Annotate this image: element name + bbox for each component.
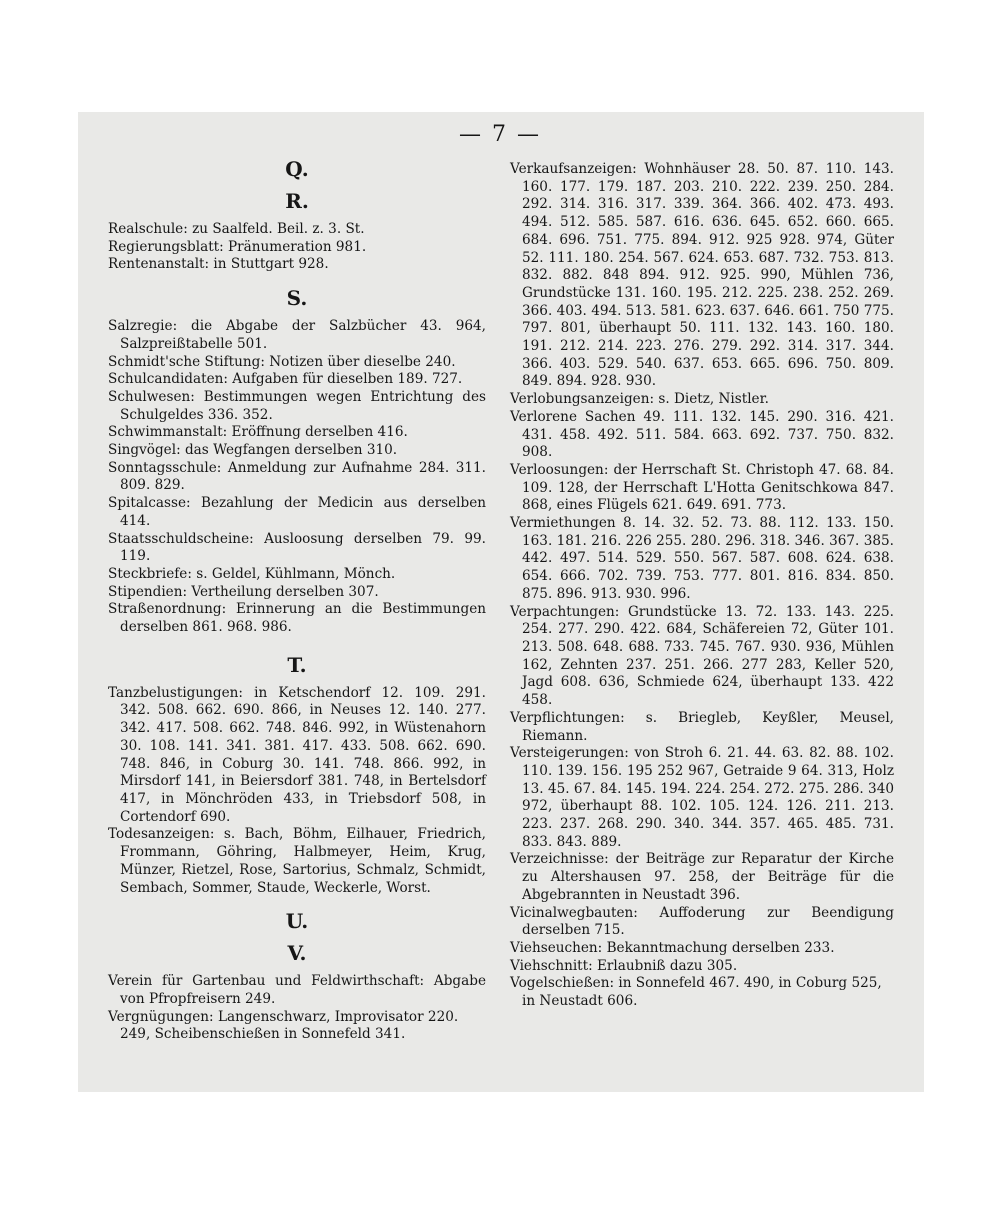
index-entry: Verkaufsanzeigen: Wohnhäuser 28. 50. 87. 110. 143. 160. 177. 179. 187. 203. 210. 222. 239. 250. 284. 292. 314. 316. 317. 339. 364. 366. 402. 473. 493. 494. 512. 585. 587. 616. 636. 645. 652. 660. 665. 684. 696. 751. 775. 894. 912. 925 928. 974, Güter 52. 111. 180. 254. 567. 624. 653. 687. 732. 753. 813. 832. 882. 848 894. 912. 925. 990, Mühlen 736, Grundstücke 131. 160. 195. 212. 225. 238. 252. 269. 366. 403. 494. 513. 581. 623. 637. 646. 661. 750 775. 797. 801, überhaupt 50. 111. 132. 143. 160. 180. 191. 212. 214. 223. 276. 279. 292. 314. 317. 344. 366. 403. 529. 540. 637. 653. 665. 696. 750. 809. 849. 894. 928. 930.	[510, 161, 894, 390]
index-entry: Sonntagsschule: Anmeldung zur Aufnahme 284. 311. 809. 829.	[108, 459, 486, 494]
index-entry: Staatsschuldscheine: Ausloosung derselben 79. 99. 119.	[108, 530, 486, 565]
section-letter-v: V.	[287, 941, 307, 966]
index-entry: Schulwesen: Bestimmungen wegen Entrichtung des Schulgeldes 336. 352.	[108, 388, 486, 423]
index-entry: Vogelschießen: in Sonnefeld 467. 490, in Coburg 525, in Neustadt 606.	[510, 975, 882, 1010]
right-column	[510, 161, 894, 1011]
section-letter-q: Q.	[285, 157, 309, 181]
index-entry: Verzeichnisse: der Beiträge zur Reparatur der Kirche zu Altershausen 97. 258, der Beiträge für die Abgebrannten in Neustadt 396.	[510, 851, 894, 903]
index-entry: Verein für Gartenbau und Feldwirthschaft: Abgabe von Pfropfreisern 249.	[108, 973, 486, 1007]
index-entry: Steckbriefe: s. Geldel, Kühlmann, Mönch.	[108, 565, 396, 582]
index-entry: Salzregie: die Abgabe der Salzbücher 43. 964, Salzpreißtabelle 501.	[108, 318, 486, 352]
index-entry: Todesanzeigen: s. Bach, Böhm, Eilhauer, Friedrich, Frommann, Göhring, Halbmeyer, Heim, Krug, Münzer, Rietzel, Rose, Sartorius, Schmalz, Schmidt, Sembach, Sommer, Staude, Weckerle, Worst.	[108, 826, 486, 896]
section-letter-r: R.	[285, 189, 309, 213]
section-letter-u: U.	[285, 909, 309, 934]
index-entry: Regierungsblatt: Pränumeration 981.	[108, 238, 367, 255]
index-entry: Schwimmanstalt: Eröffnung derselben 416.	[108, 424, 408, 441]
index-entry: Verlorene Sachen 49. 111. 132. 145. 290. 316. 421. 431. 458. 492. 511. 584. 663. 692. 737. 750. 832. 908.	[510, 408, 894, 461]
left-column	[108, 157, 486, 1044]
index-entry: Viehseuchen: Bekanntmachung derselben 233.	[510, 939, 835, 956]
section-letter-t: T.	[287, 652, 307, 677]
index-entry: Verpachtungen: Grundstücke 13. 72. 133. 143. 225. 254. 277. 290. 422. 684, Schäfereien 72, Güter 101. 213. 508. 648. 688. 733. 745. 767. 930. 936, Mühlen 162, Zehnten 237. 251. 266. 277 283, Keller 520, Jagd 608. 636, Schmiede 624, überhaupt 133. 422 458.	[510, 603, 894, 709]
index-entry: Singvögel: das Wegfangen derselben 310.	[108, 442, 398, 459]
index-entry: Rentenanstalt: in Stuttgart 928.	[108, 256, 329, 273]
index-entry: Straßenordnung: Erinnerung an die Bestimmungen derselben 861. 968. 986.	[108, 601, 486, 636]
section-letter-s: S.	[286, 286, 308, 311]
index-entry: Vergnügungen: Langenschwarz, Improvisator 220. 249, Scheibenschießen in Sonnefeld 341.	[108, 1008, 459, 1043]
index-entry: Verlobungsanzeigen: s. Dietz, Nistler.	[510, 391, 769, 408]
index-entry: Stipendien: Vertheilung derselben 307.	[108, 583, 379, 600]
index-entry: Realschule: zu Saalfeld. Beil. z. 3. St.	[108, 221, 365, 237]
index-entry: Viehschnitt: Erlaubniß dazu 305.	[510, 957, 738, 974]
index-entry: Vicinalwegbauten: Auffoderung zur Beendigung derselben 715.	[510, 904, 894, 939]
index-entry: Schulcandidaten: Aufgaben für dieselben 189. 727.	[108, 371, 463, 388]
page-number: — 7 —	[459, 122, 541, 147]
index-entry: Spitalcasse: Bezahlung der Medicin aus derselben 414.	[108, 495, 486, 529]
index-entry: Verloosungen: der Herrschaft St. Christoph 47. 68. 84. 109. 128, der Herrschaft L'Hotta Genitschkowa 847. 868, eines Flügels 621. 649. 691. 773.	[510, 461, 894, 514]
index-entry: Verpflichtungen: s. Briegleb, Keyßler, Meusel, Riemann.	[510, 709, 894, 744]
index-entry: Schmidt'sche Stiftung: Notizen über dieselbe 240.	[108, 353, 456, 370]
index-entry: Tanzbelustigungen: in Ketschendorf 12. 109. 291. 342. 508. 662. 690. 866, in Neuses 12. 140. 277. 342. 417. 508. 662. 748. 846. 992, in Wüstenahorn 30. 108. 141. 341. 381. 417. 433. 508. 662. 690. 748. 846, in Coburg 30. 141. 748. 866. 992, in Mirsdorf 141, in Beiersdorf 381. 748, in Bertelsdorf 417, in Mönchröden 433, in Triebsdorf 508, in Cortendorf 690.	[108, 684, 486, 825]
index-entry: Vermiethungen 8. 14. 32. 52. 73. 88. 112. 133. 150. 163. 181. 216. 226 255. 280. 296. 318. 346. 367. 385. 442. 497. 514. 529. 550. 567. 587. 608. 624. 638. 654. 666. 702. 739. 753. 777. 801. 816. 834. 850. 875. 896. 913. 930. 996.	[510, 515, 894, 602]
index-entry: Versteigerungen: von Stroh 6. 21. 44. 63. 82. 88. 102. 110. 139. 156. 195 252 967, Getraide 9 64. 313, Holz 13. 45. 67. 84. 145. 194. 224. 254. 272. 275. 286. 340 972, überhaupt 88. 102. 105. 124. 126. 211. 213. 223. 237. 268. 290. 340. 344. 357. 465. 485. 731. 833. 843. 889.	[510, 745, 894, 850]
